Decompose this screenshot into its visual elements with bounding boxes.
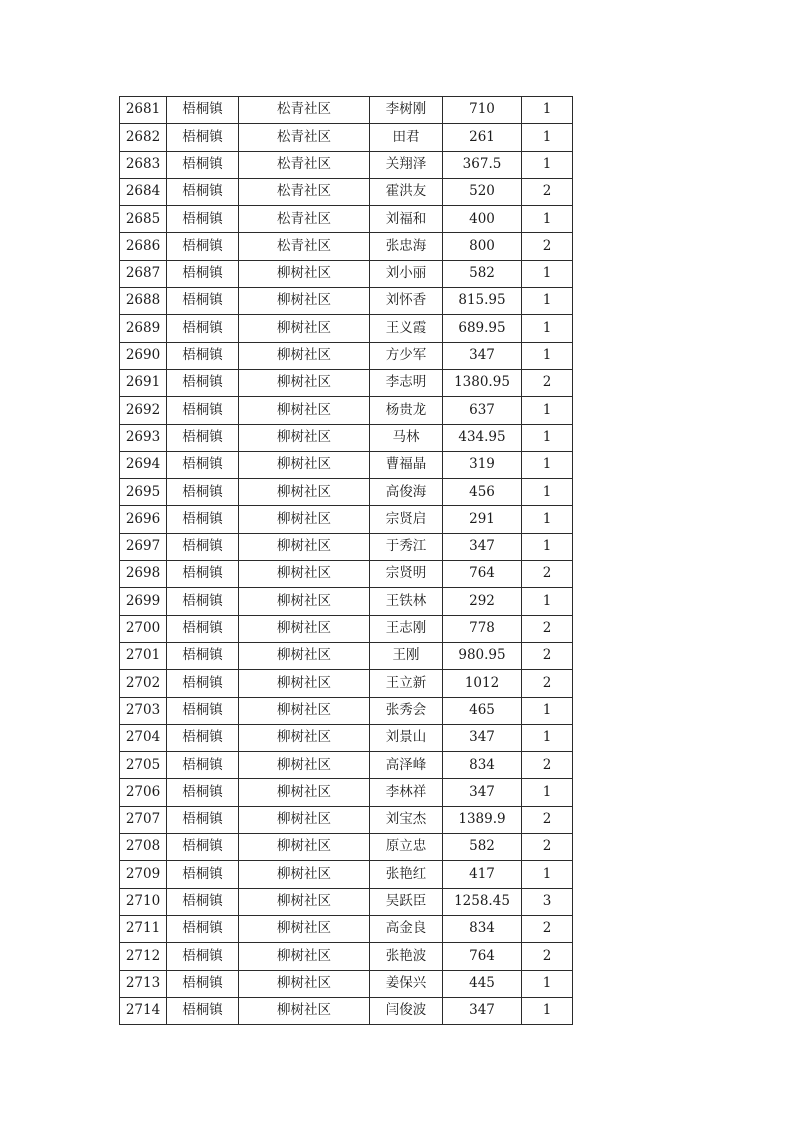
- town-cell: 梧桐镇: [167, 997, 239, 1024]
- name-cell: 王铁林: [370, 588, 443, 615]
- name-cell: 高俊海: [370, 479, 443, 506]
- serial-number-cell: 2681: [120, 97, 167, 124]
- community-cell: 柳树社区: [239, 997, 370, 1024]
- count-cell: 2: [522, 834, 573, 861]
- table-body: [120, 97, 573, 1025]
- amount-cell: 319: [443, 451, 522, 478]
- community-cell: 柳树社区: [239, 670, 370, 697]
- name-cell: 高泽峰: [370, 752, 443, 779]
- name-cell: 刘怀香: [370, 288, 443, 315]
- name-cell: 霍洪友: [370, 178, 443, 205]
- serial-number-cell: 2689: [120, 315, 167, 342]
- serial-number-cell: 2691: [120, 369, 167, 396]
- name-cell: 于秀江: [370, 533, 443, 560]
- table-row: [120, 834, 573, 861]
- table-row: [120, 670, 573, 697]
- serial-number-cell: 2705: [120, 752, 167, 779]
- amount-cell: 261: [443, 124, 522, 151]
- town-cell: 梧桐镇: [167, 670, 239, 697]
- name-cell: 王义霞: [370, 315, 443, 342]
- serial-number-cell: 2692: [120, 397, 167, 424]
- count-cell: 2: [522, 233, 573, 260]
- town-cell: 梧桐镇: [167, 615, 239, 642]
- serial-number-cell: 2698: [120, 561, 167, 588]
- town-cell: 梧桐镇: [167, 178, 239, 205]
- town-cell: 梧桐镇: [167, 288, 239, 315]
- town-cell: 梧桐镇: [167, 970, 239, 997]
- town-cell: 梧桐镇: [167, 479, 239, 506]
- amount-cell: 800: [443, 233, 522, 260]
- table-row: [120, 915, 573, 942]
- amount-cell: 582: [443, 260, 522, 287]
- town-cell: 梧桐镇: [167, 424, 239, 451]
- amount-cell: 637: [443, 397, 522, 424]
- community-cell: 松青社区: [239, 233, 370, 260]
- table-row: [120, 424, 573, 451]
- town-cell: 梧桐镇: [167, 397, 239, 424]
- table-row: [120, 724, 573, 751]
- community-cell: 柳树社区: [239, 342, 370, 369]
- serial-number-cell: 2690: [120, 342, 167, 369]
- amount-cell: 465: [443, 697, 522, 724]
- table-row: [120, 479, 573, 506]
- amount-cell: 347: [443, 997, 522, 1024]
- serial-number-cell: 2710: [120, 888, 167, 915]
- community-cell: 松青社区: [239, 151, 370, 178]
- community-cell: 柳树社区: [239, 970, 370, 997]
- community-cell: 柳树社区: [239, 315, 370, 342]
- count-cell: 1: [522, 533, 573, 560]
- town-cell: 梧桐镇: [167, 124, 239, 151]
- table-row: [120, 861, 573, 888]
- amount-cell: 980.95: [443, 642, 522, 669]
- town-cell: 梧桐镇: [167, 943, 239, 970]
- table-row: [120, 615, 573, 642]
- community-cell: 松青社区: [239, 206, 370, 233]
- table-row: [120, 970, 573, 997]
- amount-cell: 347: [443, 779, 522, 806]
- amount-cell: 400: [443, 206, 522, 233]
- amount-cell: 367.5: [443, 151, 522, 178]
- count-cell: 1: [522, 779, 573, 806]
- community-cell: 柳树社区: [239, 451, 370, 478]
- amount-cell: 292: [443, 588, 522, 615]
- community-cell: 柳树社区: [239, 260, 370, 287]
- name-cell: 王志刚: [370, 615, 443, 642]
- community-cell: 松青社区: [239, 124, 370, 151]
- serial-number-cell: 2693: [120, 424, 167, 451]
- serial-number-cell: 2709: [120, 861, 167, 888]
- count-cell: 1: [522, 588, 573, 615]
- count-cell: 1: [522, 970, 573, 997]
- count-cell: 1: [522, 479, 573, 506]
- town-cell: 梧桐镇: [167, 642, 239, 669]
- name-cell: 张艳波: [370, 943, 443, 970]
- count-cell: 1: [522, 506, 573, 533]
- count-cell: 2: [522, 369, 573, 396]
- amount-cell: 456: [443, 479, 522, 506]
- name-cell: 曹福晶: [370, 451, 443, 478]
- name-cell: 李志明: [370, 369, 443, 396]
- town-cell: 梧桐镇: [167, 451, 239, 478]
- town-cell: 梧桐镇: [167, 369, 239, 396]
- count-cell: 1: [522, 288, 573, 315]
- serial-number-cell: 2703: [120, 697, 167, 724]
- table-row: [120, 369, 573, 396]
- serial-number-cell: 2699: [120, 588, 167, 615]
- community-cell: 柳树社区: [239, 915, 370, 942]
- count-cell: 2: [522, 752, 573, 779]
- amount-cell: 291: [443, 506, 522, 533]
- table-row: [120, 151, 573, 178]
- amount-cell: 834: [443, 915, 522, 942]
- amount-cell: 1012: [443, 670, 522, 697]
- amount-cell: 689.95: [443, 315, 522, 342]
- community-cell: 柳树社区: [239, 779, 370, 806]
- name-cell: 姜保兴: [370, 970, 443, 997]
- town-cell: 梧桐镇: [167, 861, 239, 888]
- community-cell: 柳树社区: [239, 424, 370, 451]
- table-row: [120, 506, 573, 533]
- name-cell: 李树刚: [370, 97, 443, 124]
- records-table: [119, 96, 573, 1025]
- town-cell: 梧桐镇: [167, 233, 239, 260]
- table-row: [120, 233, 573, 260]
- town-cell: 梧桐镇: [167, 752, 239, 779]
- serial-number-cell: 2700: [120, 615, 167, 642]
- count-cell: 1: [522, 724, 573, 751]
- community-cell: 柳树社区: [239, 943, 370, 970]
- name-cell: 张秀会: [370, 697, 443, 724]
- table-row: [120, 260, 573, 287]
- table-row: [120, 97, 573, 124]
- serial-number-cell: 2695: [120, 479, 167, 506]
- name-cell: 马林: [370, 424, 443, 451]
- name-cell: 吴跃臣: [370, 888, 443, 915]
- count-cell: 2: [522, 642, 573, 669]
- name-cell: 刘小丽: [370, 260, 443, 287]
- town-cell: 梧桐镇: [167, 561, 239, 588]
- name-cell: 方少军: [370, 342, 443, 369]
- count-cell: 1: [522, 697, 573, 724]
- table-row: [120, 288, 573, 315]
- count-cell: 1: [522, 397, 573, 424]
- town-cell: 梧桐镇: [167, 915, 239, 942]
- community-cell: 柳树社区: [239, 479, 370, 506]
- community-cell: 柳树社区: [239, 561, 370, 588]
- community-cell: 柳树社区: [239, 834, 370, 861]
- serial-number-cell: 2685: [120, 206, 167, 233]
- table-row: [120, 315, 573, 342]
- name-cell: 杨贵龙: [370, 397, 443, 424]
- town-cell: 梧桐镇: [167, 342, 239, 369]
- amount-cell: 1389.9: [443, 806, 522, 833]
- town-cell: 梧桐镇: [167, 260, 239, 287]
- town-cell: 梧桐镇: [167, 697, 239, 724]
- town-cell: 梧桐镇: [167, 834, 239, 861]
- town-cell: 梧桐镇: [167, 888, 239, 915]
- community-cell: 柳树社区: [239, 533, 370, 560]
- community-cell: 柳树社区: [239, 506, 370, 533]
- count-cell: 2: [522, 670, 573, 697]
- name-cell: 刘景山: [370, 724, 443, 751]
- town-cell: 梧桐镇: [167, 533, 239, 560]
- community-cell: 松青社区: [239, 178, 370, 205]
- community-cell: 柳树社区: [239, 888, 370, 915]
- table-row: [120, 397, 573, 424]
- table-row: [120, 997, 573, 1024]
- serial-number-cell: 2682: [120, 124, 167, 151]
- count-cell: 1: [522, 342, 573, 369]
- name-cell: 宗贤启: [370, 506, 443, 533]
- table-row: [120, 178, 573, 205]
- name-cell: 原立忠: [370, 834, 443, 861]
- serial-number-cell: 2712: [120, 943, 167, 970]
- serial-number-cell: 2697: [120, 533, 167, 560]
- serial-number-cell: 2702: [120, 670, 167, 697]
- community-cell: 柳树社区: [239, 697, 370, 724]
- name-cell: 张艳红: [370, 861, 443, 888]
- name-cell: 宗贤明: [370, 561, 443, 588]
- town-cell: 梧桐镇: [167, 724, 239, 751]
- town-cell: 梧桐镇: [167, 206, 239, 233]
- amount-cell: 434.95: [443, 424, 522, 451]
- amount-cell: 710: [443, 97, 522, 124]
- name-cell: 关翔泽: [370, 151, 443, 178]
- amount-cell: 347: [443, 724, 522, 751]
- count-cell: 2: [522, 806, 573, 833]
- count-cell: 1: [522, 861, 573, 888]
- community-cell: 柳树社区: [239, 369, 370, 396]
- table-row: [120, 451, 573, 478]
- count-cell: 3: [522, 888, 573, 915]
- name-cell: 刘宝杰: [370, 806, 443, 833]
- serial-number-cell: 2683: [120, 151, 167, 178]
- table-row: [120, 561, 573, 588]
- count-cell: 1: [522, 151, 573, 178]
- table-row: [120, 943, 573, 970]
- table-row: [120, 533, 573, 560]
- name-cell: 张忠海: [370, 233, 443, 260]
- amount-cell: 347: [443, 533, 522, 560]
- serial-number-cell: 2696: [120, 506, 167, 533]
- count-cell: 2: [522, 178, 573, 205]
- community-cell: 松青社区: [239, 97, 370, 124]
- serial-number-cell: 2684: [120, 178, 167, 205]
- name-cell: 高金良: [370, 915, 443, 942]
- table-row: [120, 206, 573, 233]
- amount-cell: 417: [443, 861, 522, 888]
- serial-number-cell: 2704: [120, 724, 167, 751]
- town-cell: 梧桐镇: [167, 779, 239, 806]
- name-cell: 李林祥: [370, 779, 443, 806]
- table-row: [120, 697, 573, 724]
- community-cell: 柳树社区: [239, 724, 370, 751]
- count-cell: 1: [522, 260, 573, 287]
- count-cell: 2: [522, 561, 573, 588]
- count-cell: 1: [522, 97, 573, 124]
- table-row: [120, 806, 573, 833]
- count-cell: 2: [522, 615, 573, 642]
- amount-cell: 778: [443, 615, 522, 642]
- community-cell: 柳树社区: [239, 288, 370, 315]
- serial-number-cell: 2708: [120, 834, 167, 861]
- count-cell: 2: [522, 943, 573, 970]
- count-cell: 1: [522, 424, 573, 451]
- name-cell: 闫俊波: [370, 997, 443, 1024]
- community-cell: 柳树社区: [239, 588, 370, 615]
- community-cell: 柳树社区: [239, 615, 370, 642]
- serial-number-cell: 2694: [120, 451, 167, 478]
- amount-cell: 1380.95: [443, 369, 522, 396]
- amount-cell: 445: [443, 970, 522, 997]
- serial-number-cell: 2713: [120, 970, 167, 997]
- amount-cell: 764: [443, 943, 522, 970]
- amount-cell: 520: [443, 178, 522, 205]
- town-cell: 梧桐镇: [167, 806, 239, 833]
- amount-cell: 764: [443, 561, 522, 588]
- amount-cell: 1258.45: [443, 888, 522, 915]
- serial-number-cell: 2687: [120, 260, 167, 287]
- count-cell: 1: [522, 124, 573, 151]
- community-cell: 柳树社区: [239, 806, 370, 833]
- count-cell: 2: [522, 915, 573, 942]
- serial-number-cell: 2688: [120, 288, 167, 315]
- town-cell: 梧桐镇: [167, 315, 239, 342]
- town-cell: 梧桐镇: [167, 97, 239, 124]
- amount-cell: 815.95: [443, 288, 522, 315]
- town-cell: 梧桐镇: [167, 506, 239, 533]
- town-cell: 梧桐镇: [167, 151, 239, 178]
- amount-cell: 582: [443, 834, 522, 861]
- name-cell: 王刚: [370, 642, 443, 669]
- serial-number-cell: 2686: [120, 233, 167, 260]
- community-cell: 柳树社区: [239, 397, 370, 424]
- count-cell: 1: [522, 997, 573, 1024]
- serial-number-cell: 2707: [120, 806, 167, 833]
- table-row: [120, 124, 573, 151]
- count-cell: 1: [522, 206, 573, 233]
- amount-cell: 834: [443, 752, 522, 779]
- table-row: [120, 752, 573, 779]
- table-row: [120, 779, 573, 806]
- community-cell: 柳树社区: [239, 752, 370, 779]
- serial-number-cell: 2714: [120, 997, 167, 1024]
- community-cell: 柳树社区: [239, 642, 370, 669]
- name-cell: 田君: [370, 124, 443, 151]
- table-row: [120, 588, 573, 615]
- serial-number-cell: 2711: [120, 915, 167, 942]
- name-cell: 王立新: [370, 670, 443, 697]
- amount-cell: 347: [443, 342, 522, 369]
- serial-number-cell: 2701: [120, 642, 167, 669]
- table-row: [120, 342, 573, 369]
- count-cell: 1: [522, 315, 573, 342]
- count-cell: 1: [522, 451, 573, 478]
- table-row: [120, 888, 573, 915]
- community-cell: 柳树社区: [239, 861, 370, 888]
- table-row: [120, 642, 573, 669]
- town-cell: 梧桐镇: [167, 588, 239, 615]
- serial-number-cell: 2706: [120, 779, 167, 806]
- name-cell: 刘福和: [370, 206, 443, 233]
